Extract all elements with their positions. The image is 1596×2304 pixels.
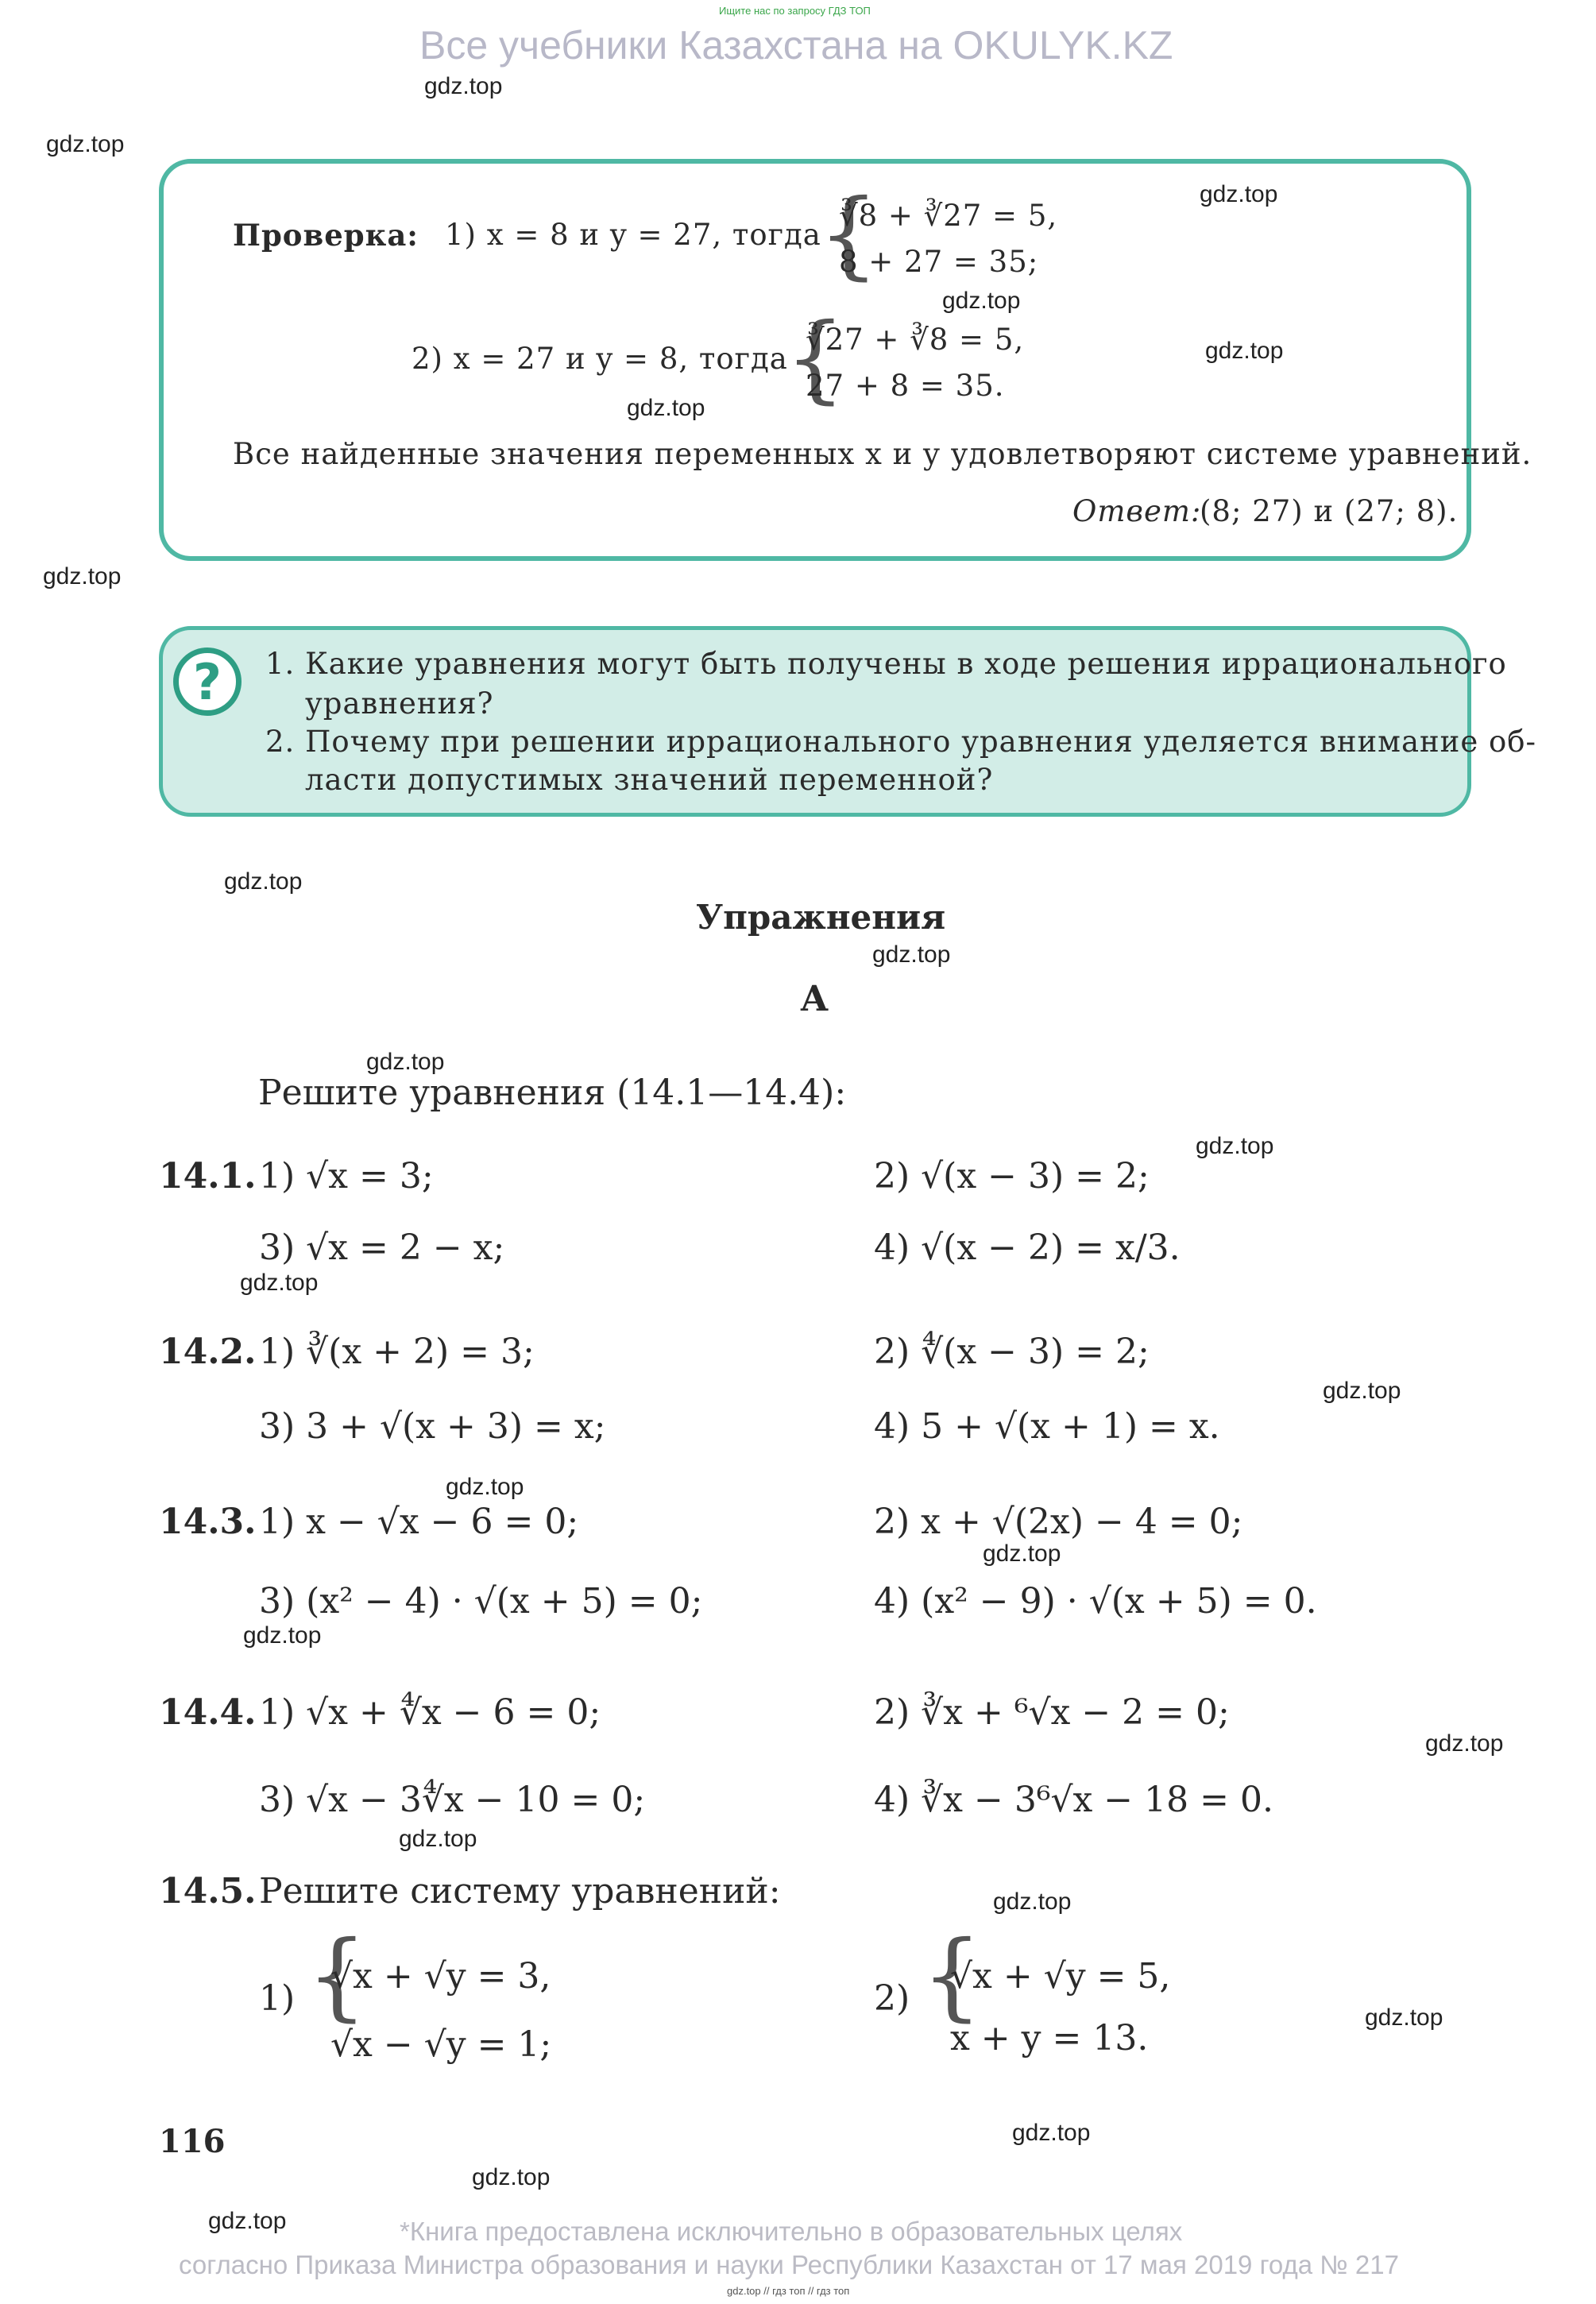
exercises-title: Упражнения	[696, 898, 946, 937]
watermark: gdz.top	[1205, 338, 1284, 364]
watermark: gdz.top	[224, 868, 303, 895]
exercise-item: 3) √x − 3∜x − 10 = 0;	[259, 1780, 646, 1820]
system-equation: √x − √y = 1;	[330, 2024, 552, 2065]
exercise-item: 3) 3 + √(x + 3) = x;	[259, 1406, 606, 1447]
watermark: gdz.top	[993, 1888, 1072, 1915]
check-case-2: 2) x = 27 и y = 8, тогда	[412, 342, 788, 376]
watermark: gdz.top	[243, 1622, 322, 1649]
exercise-item: 2) ∜(x − 3) = 2;	[874, 1332, 1150, 1372]
watermark: gdz.top	[1323, 1378, 1401, 1404]
system-label: 2)	[874, 1978, 910, 2019]
question-2-line-1: 2. Почему при решении иррационального уравнения уделяется внимание об-	[265, 725, 1537, 759]
watermark: gdz.top	[446, 1474, 524, 1500]
check-case-1-eq-1: ∛8 + ∛27 = 5,	[839, 199, 1058, 233]
answer-value: (8; 27) и (27; 8).	[1200, 494, 1459, 528]
exercise-item: 3) √x = 2 − x;	[259, 1227, 505, 1268]
watermark: gdz.top	[399, 1826, 477, 1852]
exercise-item: 1) x − √x − 6 = 0;	[259, 1502, 579, 1542]
watermark: gdz.top	[1425, 1730, 1504, 1757]
system-brace: {	[818, 180, 879, 290]
page-number: 116	[159, 2123, 226, 2160]
watermark: gdz.top	[942, 288, 1021, 314]
exercise-number: 14.4.	[159, 1692, 257, 1733]
watermark: gdz.top	[627, 395, 705, 421]
question-icon: ?	[173, 648, 242, 716]
exercise-item: 3) (x² − 4) · √(x + 5) = 0;	[259, 1581, 703, 1622]
watermark: gdz.top	[43, 563, 122, 590]
site-title: Все учебники Казахстана на OKULYK.KZ	[419, 23, 1173, 68]
watermark: gdz.top	[46, 131, 125, 157]
system-brace: {	[307, 1921, 368, 2031]
watermark: gdz.top	[872, 941, 951, 968]
bottom-note: gdz.top // гдз топ // гдз топ	[727, 2285, 850, 2297]
exercise-item: 4) 5 + √(x + 1) = x.	[874, 1406, 1220, 1447]
footer-line-2: согласно Приказа Министра образования и науки Республики Казахстан от 17 мая 2019 года № 217	[179, 2250, 1399, 2279]
system-brace: {	[922, 1921, 983, 2031]
check-case-2-eq-1: ∛27 + ∛8 = 5,	[806, 323, 1025, 357]
exercise-item: 2) √(x − 3) = 2;	[874, 1156, 1150, 1196]
watermark: gdz.top	[983, 1541, 1061, 1567]
system-brace: {	[785, 303, 846, 414]
exercise-item: 4) √(x − 2) = x/3.	[874, 1227, 1181, 1268]
exercise-text: Решите систему уравнений:	[259, 1871, 781, 1912]
watermark: gdz.top	[240, 1270, 319, 1296]
check-case-1-eq-2: 8 + 27 = 35;	[839, 245, 1039, 279]
question-2-line-2: ласти допустимых значений переменной?	[305, 763, 994, 797]
exercise-number: 14.2.	[159, 1332, 257, 1372]
exercise-number: 14.3.	[159, 1502, 257, 1542]
system-equation: √x + √y = 3,	[330, 1956, 551, 1997]
check-case-2-eq-2: 27 + 8 = 35.	[806, 369, 1005, 403]
watermark: gdz.top	[1200, 181, 1278, 207]
exercise-item: 4) (x² − 9) · √(x + 5) = 0.	[874, 1581, 1317, 1622]
check-conclusion: Все найденные значения переменных x и y удовлетворяют системе уравнений.	[233, 437, 1532, 471]
check-label: Проверка:	[233, 218, 419, 253]
exercise-item: 2) ∛x + ⁶√x − 2 = 0;	[874, 1692, 1230, 1733]
watermark: gdz.top	[424, 73, 503, 99]
exercises-instruction: Решите уравнения (14.1—14.4):	[258, 1073, 847, 1113]
exercise-item: 1) √x = 3;	[259, 1156, 434, 1196]
question-1-line-1: 1. Какие уравнения могут быть получены в ходе решения иррационального	[265, 647, 1507, 681]
question-1-line-2: уравнения?	[305, 686, 494, 721]
check-case-1: 1) x = 8 и y = 27, тогда	[445, 218, 821, 252]
watermark: gdz.top	[208, 2208, 287, 2234]
system-equation: x + y = 13.	[950, 2018, 1149, 2059]
answer-label: Ответ:	[1072, 494, 1202, 528]
footer-line-1: *Книга предоставлена исключительно в образовательных целях	[400, 2217, 1183, 2246]
exercise-number: 14.5.	[159, 1871, 257, 1912]
watermark: gdz.top	[1365, 2004, 1443, 2031]
top-note: Ищите нас по запросу ГДЗ ТОП	[719, 5, 871, 17]
watermark: gdz.top	[1012, 2120, 1091, 2146]
exercise-item: 1) ∛(x + 2) = 3;	[259, 1332, 535, 1372]
watermark: gdz.top	[366, 1049, 445, 1075]
watermark: gdz.top	[472, 2164, 551, 2190]
exercise-item: 2) x + √(2x) − 4 = 0;	[874, 1502, 1243, 1542]
exercise-item: 4) ∛x − 3⁶√x − 18 = 0.	[874, 1780, 1273, 1820]
exercise-item: 1) √x + ∜x − 6 = 0;	[259, 1692, 601, 1733]
system-label: 1)	[259, 1978, 296, 2019]
system-equation: √x + √y = 5,	[950, 1956, 1171, 1997]
exercises-level: A	[801, 979, 829, 1019]
exercise-number: 14.1.	[159, 1156, 257, 1196]
watermark: gdz.top	[1196, 1133, 1274, 1159]
